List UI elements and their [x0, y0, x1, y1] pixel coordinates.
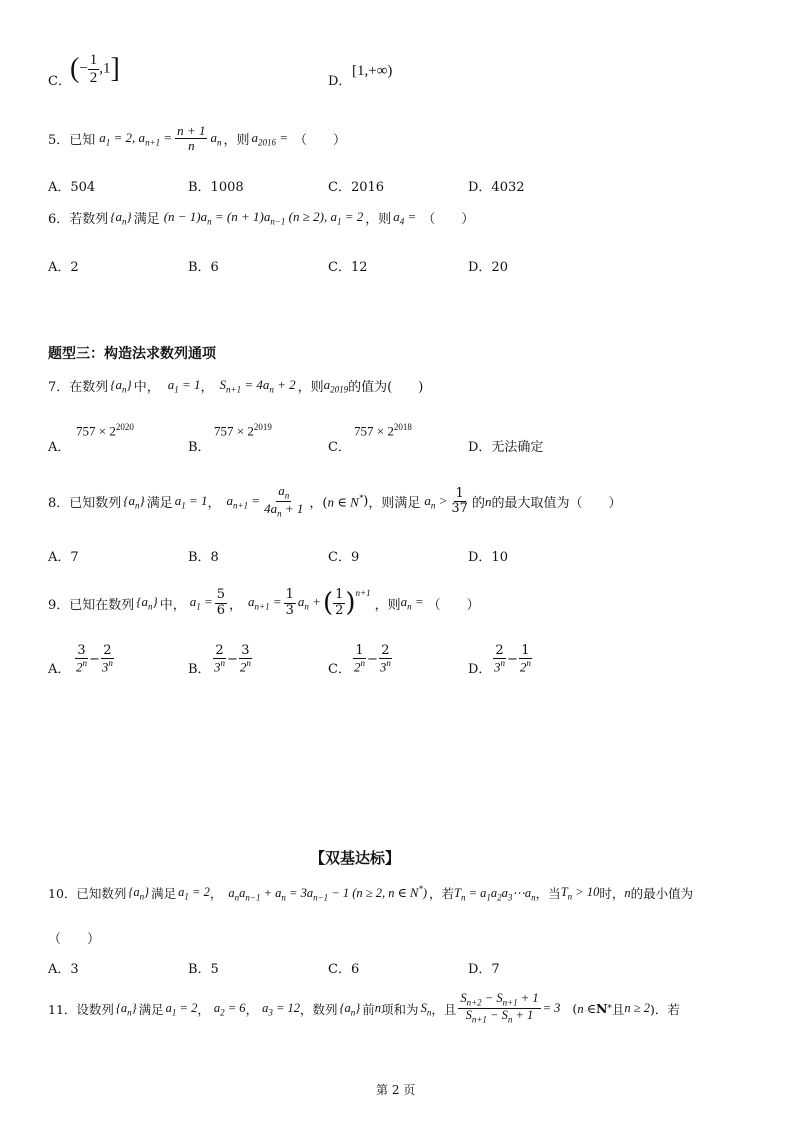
- q9-option-b: B．: [188, 662, 211, 677]
- q8-option-c: C．9: [328, 550, 360, 565]
- q8-stem: 8．已知数列 $\{a_n\}$ 满足 $a_1 = 1$ ， $a_{n+1}$ = $\frac{a_n}{4a_n + 1}$ ，( n ∈ N* ) ，则满足 $a_n$ > $\frac{1}{37}$ 的 n 的最大取值为（ ）: [48, 483, 622, 520]
- q10-stem: 10．已知数列 $\{a_n\}$ 满足 $a_1 = 2$ ， $a_na_{n-1} + a_n = 3a_{n-1} - 1$ (n ≥ 2, n ∈ N*) ，若 $T_n$ = $a_1a_2a_3\cdots a_n$ ，当 $T_n > 10$ 时， n 的最小值为: [48, 884, 694, 903]
- q5-option-a: A．504: [48, 180, 96, 195]
- section-title-basics: 【双基达标】: [310, 849, 401, 867]
- q9-stem: 9．已知在数列 $\{a_n\}$ 中， $a_1$ = $\frac{5}{6}$ ， $a_{n+1}$ = $\frac{1}{3}$ $a_n$ + ( $\frac{1}{2}$ ) n+1 ，则 $a_n$ = （ ）: [48, 587, 480, 618]
- q10-option-b: B．5: [188, 962, 219, 977]
- q9-option-c-value: $\frac{1}{2^n}$ − $\frac{2}{3^n}$: [354, 643, 391, 675]
- q7-option-c: C．: [328, 440, 351, 455]
- q7-option-b: B．: [188, 440, 211, 455]
- section-title-construction: 题型三：构造法求数列通项: [48, 346, 216, 362]
- q4-option-c-value: (− $\frac{1}{2}$ ,1]: [70, 52, 120, 86]
- q9-option-b-value: $\frac{2}{3^n}$ − $\frac{3}{2^n}$: [214, 643, 251, 675]
- q10-option-a: A．3: [48, 962, 79, 977]
- q6-option-a: A．2: [48, 260, 79, 275]
- q8-option-a: A．7: [48, 550, 79, 565]
- q4-option-d: D．: [328, 74, 352, 89]
- q7-option-a-value: $757 \times 2^{2020}$: [76, 422, 134, 439]
- q4-option-c: C．: [48, 74, 71, 89]
- q9-option-a: A．: [48, 662, 71, 677]
- q6-stem: 6．若数列 $\{a_n\}$ 满足 $(n - 1)a_n = (n + 1)a_{n-1}$ (n ≥ 2), $a_1 = 2$ ，则 $a_4$ = （ ）: [48, 208, 475, 227]
- page-number: 第 2 页: [376, 1083, 416, 1097]
- q9-option-d-value: $\frac{2}{3^n}$ − $\frac{1}{2^n}$: [494, 643, 531, 675]
- q10-blank: （ ）: [48, 932, 101, 947]
- q5-option-d: D．4032: [468, 180, 525, 195]
- q7-option-d: D．无法确定: [468, 440, 544, 455]
- q7-option-c-value: $757 \times 2^{2018}$: [354, 422, 412, 439]
- q11-stem: 11．设数列 $\{a_n\}$ 满足 $a_1 = 2$ ， $a_2 = 6$ ， $a_3 = 12$ ，数列 $\{a_n\}$ 前 n 项和为 $S_n$ ，且 $\frac{S_{n+2} - S_{n+1} + 1}{S_{n+1} - S_n + 1}$ = 3 ( n ∈ N * 且 n ≥ 2 )．若: [48, 991, 680, 1025]
- q7-stem: 7．在数列 $\{a_n\}$ 中， $a_1 = 1$ ， $S_{n+1} = 4a_n + 2$ ，则 $a_{2019}$ 的值为( ): [48, 376, 424, 395]
- q8-option-b: B．8: [188, 550, 219, 565]
- q5-option-c: C．2016: [328, 180, 385, 195]
- q10-option-d: D．7: [468, 962, 500, 977]
- q9-option-d: D．: [468, 662, 492, 677]
- q7-option-b-value: $757 \times 2^{2019}$: [214, 422, 272, 439]
- q9-option-c: C．: [328, 662, 351, 677]
- q10-option-c: C．6: [328, 962, 360, 977]
- q5-option-b: B．1008: [188, 180, 244, 195]
- q4-option-d-value: [1,+∞): [352, 63, 393, 79]
- q9-option-a-value: $\frac{3}{2^n}$ − $\frac{2}{3^n}$: [76, 643, 113, 675]
- q6-option-d: D．20: [468, 260, 508, 275]
- q5-stem: 5．已知 $a_1 = 2$, $a_{n+1}$ = $\frac{n + 1}{n}$ $a_n$ ，则 $a_{2016}$ = （ ）: [48, 123, 347, 154]
- q7-option-a: A．: [48, 440, 71, 455]
- q8-option-d: D．10: [468, 550, 508, 565]
- q6-option-c: C．12: [328, 260, 368, 275]
- q6-option-b: B．6: [188, 260, 219, 275]
